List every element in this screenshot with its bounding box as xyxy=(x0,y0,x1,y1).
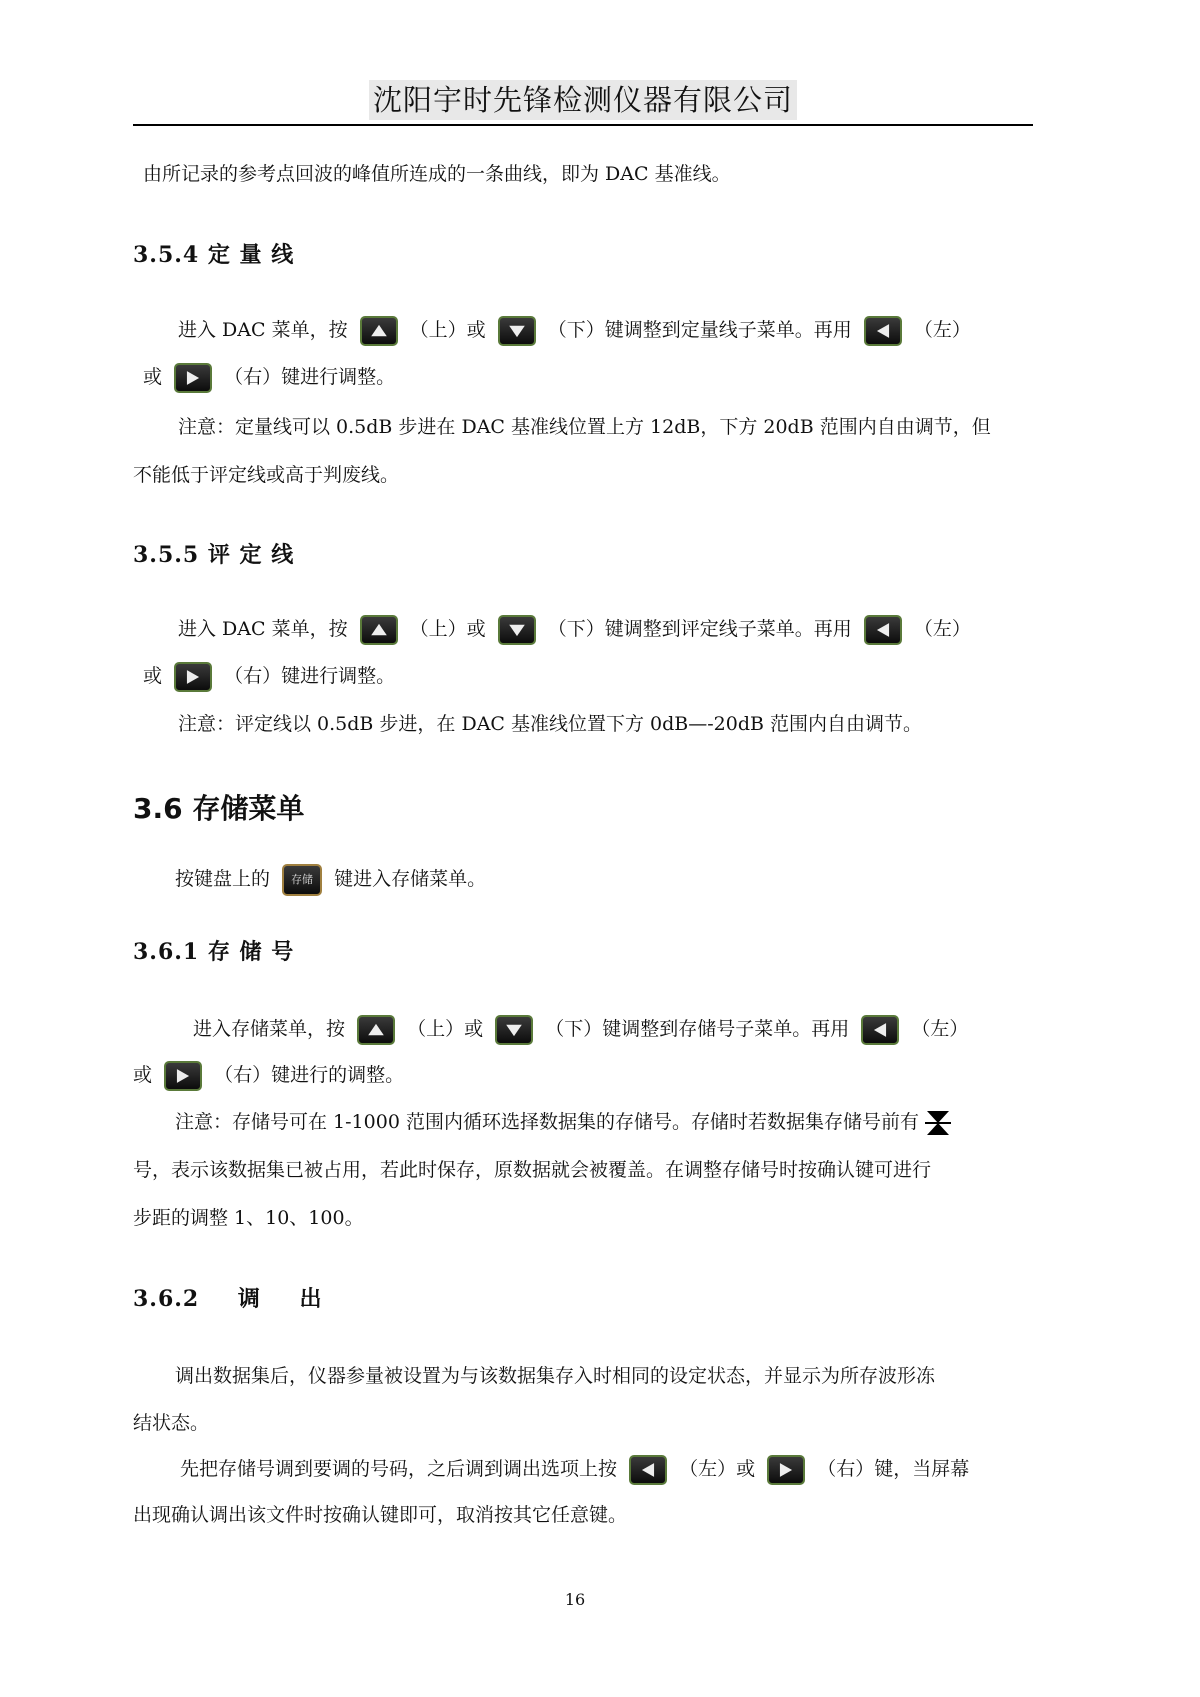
right-key-icon xyxy=(164,1061,202,1091)
s355-paragraph-line2: 或 （右）键进行调整。 xyxy=(143,659,1043,693)
s355-paragraph-line1: 进入 DAC 菜单，按 （上）或 （下）键调整到评定线子菜单。再用 （左） xyxy=(178,612,1078,646)
s361-note-line2: 号，表示该数据集已被占用，若此时保存，原数据就会被覆盖。在调整存储号时按确认键可进行 xyxy=(133,1159,932,1181)
right-key-icon xyxy=(174,363,212,393)
down-key-icon xyxy=(498,316,536,346)
heading-3-6-1: 3.6.1 存 储 号 xyxy=(133,939,295,965)
down-key-icon xyxy=(498,615,536,645)
left-key-icon xyxy=(629,1455,667,1485)
occupied-marker-icon xyxy=(925,1109,951,1137)
right-key-icon xyxy=(767,1455,805,1485)
up-key-icon xyxy=(360,615,398,645)
s355-note: 注意：评定线以 0.5dB 步进，在 DAC 基准线位置下方 0dB—-20dB 范围内自由调节。 xyxy=(178,713,923,735)
company-name: 沈阳宇时先锋检测仪器有限公司 xyxy=(369,80,797,120)
s362-paragraph-line2: 结状态。 xyxy=(133,1412,210,1434)
s362-paragraph-line3: 先把存储号调到要调的号码，之后调到调出选项上按 （左）或 （右）键，当屏幕 xyxy=(180,1452,1080,1486)
s354-paragraph-line1: 进入 DAC 菜单，按 （上）或 （下）键调整到定量线子菜单。再用 （左） xyxy=(178,313,1078,347)
down-key-icon xyxy=(495,1015,533,1045)
s36-paragraph: 按键盘上的 存储 键进入存储菜单。 xyxy=(175,862,1075,896)
up-key-icon xyxy=(360,316,398,346)
left-key-icon xyxy=(864,615,902,645)
page-number: 16 xyxy=(564,1590,586,1609)
heading-3-6-2: 3.6.2 调 出 xyxy=(133,1286,323,1312)
s354-paragraph-line2: 或 （右）键进行调整。 xyxy=(143,360,1043,394)
heading-3-5-4: 3.5.4 定 量 线 xyxy=(133,242,295,268)
left-key-icon xyxy=(864,316,902,346)
s354-note-line1: 注意：定量线可以 0.5dB 步进在 DAC 基准线位置上方 12dB，下方 20dB 范围内自由调节，但 xyxy=(178,416,991,438)
left-key-icon xyxy=(861,1015,899,1045)
s362-paragraph-line1: 调出数据集后，仪器参量被设置为与该数据集存入时相同的设定状态，并显示为所存波形冻 xyxy=(175,1365,936,1387)
s361-paragraph-line1: 进入存储菜单，按 （上）或 （下）键调整到存储号子菜单。再用 （左） xyxy=(193,1012,1093,1046)
up-key-icon xyxy=(357,1015,395,1045)
heading-3-6: 3.6 存储菜单 xyxy=(133,792,305,825)
heading-3-5-5: 3.5.5 评 定 线 xyxy=(133,542,295,568)
store-key-icon: 存储 xyxy=(282,864,322,896)
s354-note-line2: 不能低于评定线或高于判废线。 xyxy=(133,464,400,486)
s361-paragraph-line2: 或 （右）键进行的调整。 xyxy=(133,1058,1033,1092)
s361-note-line3: 步距的调整 1、10、100。 xyxy=(133,1207,364,1229)
s361-note-line1: 注意：存储号可在 1-1000 范围内循环选择数据集的存储号。存储时若数据集存储号前有 xyxy=(175,1105,1075,1139)
intro-paragraph: 由所记录的参考点回波的峰值所连成的一条曲线，即为 DAC 基准线。 xyxy=(143,163,731,185)
page-header xyxy=(133,80,1033,126)
right-key-icon xyxy=(174,662,212,692)
s362-paragraph-line4: 出现确认调出该文件时按确认键即可，取消按其它任意键。 xyxy=(133,1504,628,1526)
